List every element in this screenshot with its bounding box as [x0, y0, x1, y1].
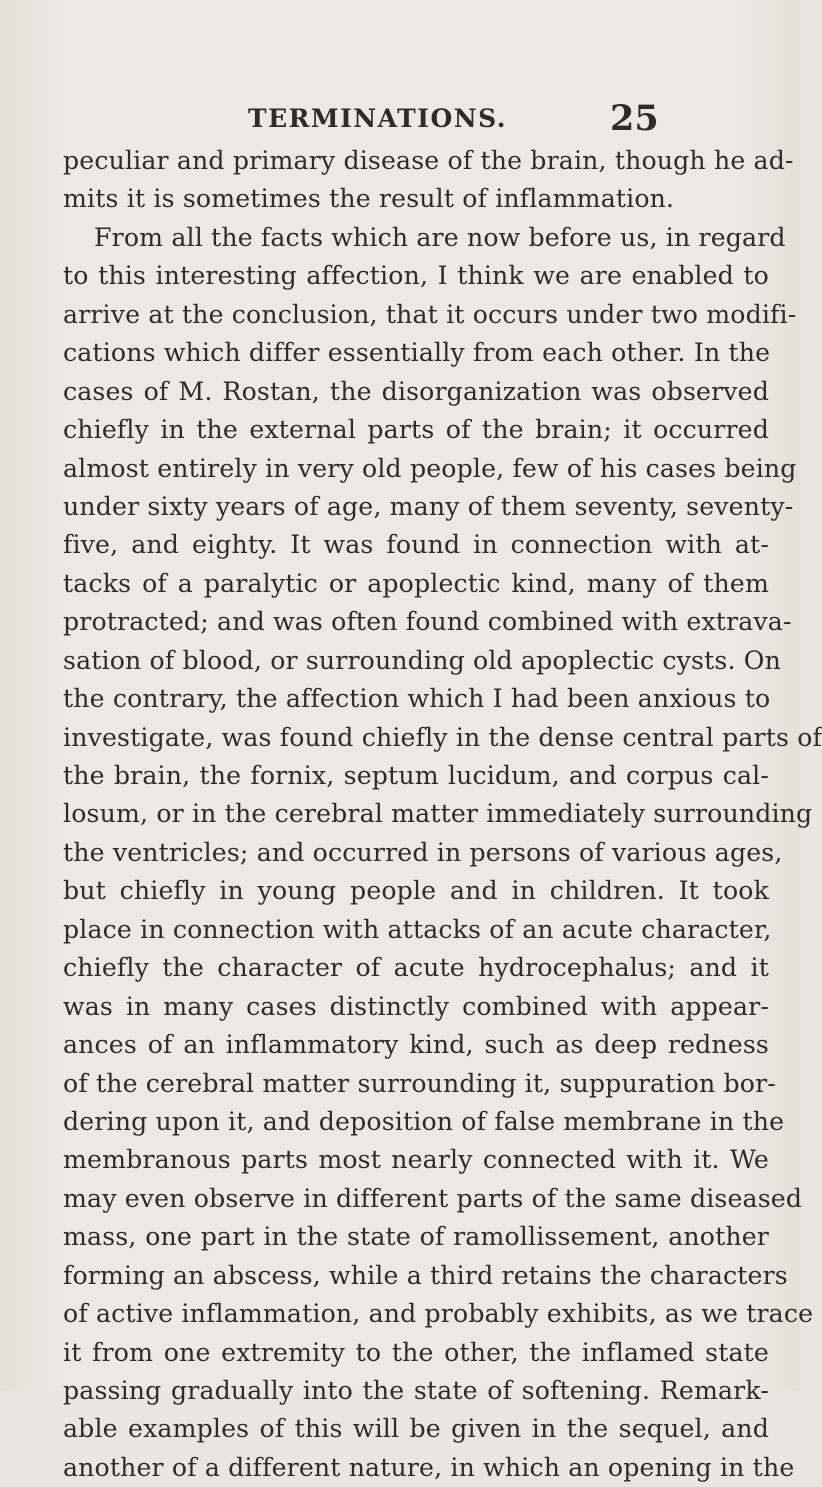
text-line: under sixty years of age, many of them seventy, seventy-	[63, 491, 794, 521]
text-line: the brain, the fornix, septum lucidum, and corpus cal-	[63, 761, 769, 790]
body-text	[63, 142, 822, 1487]
text-line: of active inflammation, and probably exhibits, as we trace	[63, 1299, 814, 1329]
text-line: tacks of a paralytic or apoplectic kind, many of them	[63, 568, 769, 598]
text-line: mits it is sometimes the result of inflammation.	[63, 184, 675, 214]
text-line: may even observe in different parts of the same diseased	[63, 1183, 803, 1213]
text-line: protracted; and was often found combined with extrava-	[63, 607, 792, 637]
text-line: almost entirely in very old people, few of his cases being	[63, 453, 797, 483]
page-number: 25	[610, 98, 659, 139]
paragraph-first-line: From all the facts which are now before us, in regard	[94, 222, 786, 252]
text-line: able examples of this will be given in the sequel, and	[63, 1414, 769, 1444]
text-line: sation of blood, or surrounding old apoplectic cysts. On	[63, 645, 781, 675]
text-line: chiefly the character of acute hydrocephalus; and it	[63, 953, 769, 983]
text-line: cases of M. Rostan, the disorganization was observed	[63, 376, 769, 406]
text-line: was in many cases distinctly combined with appear-	[63, 991, 769, 1021]
text-line: to this interesting affection, I think we are enabled to	[63, 261, 769, 291]
text-line: the contrary, the affection which I had been anxious to	[63, 684, 771, 714]
text-line: arrive at the conclusion, that it occurs under two modifi-	[63, 299, 797, 329]
text-line: place in connection with attacks of an acute character,	[63, 914, 772, 944]
text-line: cations which differ essentially from each other. In the	[63, 338, 771, 368]
text-line: it from one extremity to the other, the inflamed state	[63, 1337, 769, 1367]
text-line: five, and eighty. It was found in connection with at-	[63, 530, 769, 560]
text-line: forming an abscess, while a third retains the characters	[63, 1260, 788, 1290]
text-line: of the cerebral matter surrounding it, suppuration bor-	[63, 1068, 776, 1098]
text-line: dering upon it, and deposition of false membrane in the	[63, 1106, 785, 1136]
text-line: ances of an inflammatory kind, such as deep redness	[63, 1030, 769, 1060]
page-header	[0, 98, 800, 139]
text-line: the ventricles; and occurred in persons of various ages,	[63, 837, 783, 867]
text-line: passing gradually into the state of softening. Remark-	[63, 1376, 769, 1405]
text-line: losum, or in the cerebral matter immediately surrounding	[63, 799, 813, 829]
text-line: but chiefly in young people and in children. It took	[63, 876, 769, 906]
text-line: another of a different nature, in which an opening in the	[63, 1452, 795, 1482]
text-line: investigate, was found chiefly in the dense central parts of	[63, 722, 822, 752]
running-head: TERMINATIONS.	[248, 104, 507, 133]
text-line: chiefly in the external parts of the brain; it occurred	[63, 415, 769, 445]
text-line: membranous parts most nearly connected with it. We	[63, 1145, 769, 1175]
text-line: peculiar and primary disease of the brain, though he ad-	[63, 146, 794, 175]
text-line: mass, one part in the state of ramollissement, another	[63, 1222, 769, 1252]
